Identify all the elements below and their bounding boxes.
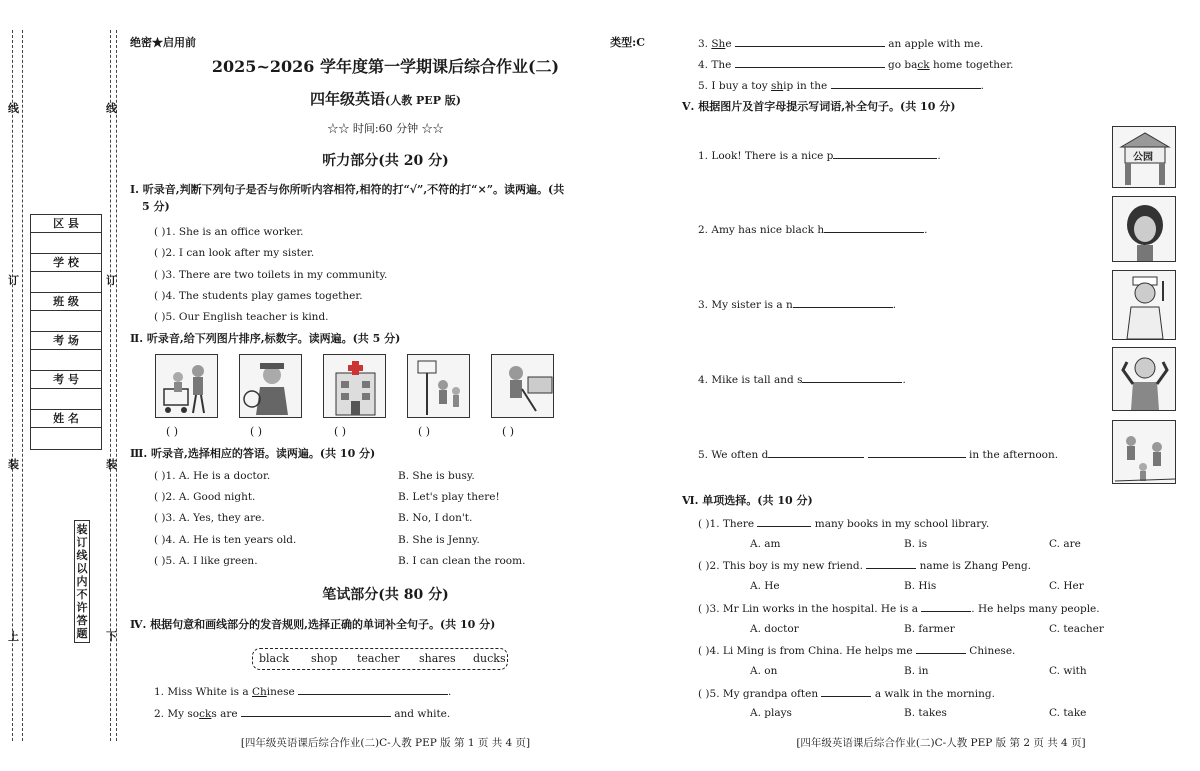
choice-option: C. Her bbox=[1049, 580, 1084, 592]
exam-title: 2025~2026 学年度第一学期课后综合作业(二) bbox=[211, 57, 560, 76]
response-question: ( )1. A. He is a doctor. bbox=[154, 470, 271, 482]
phonics-sentence bbox=[154, 706, 450, 721]
edge-char: 装 bbox=[106, 458, 117, 471]
phonics-sentence bbox=[698, 36, 983, 51]
word-bank-item: ducks bbox=[473, 652, 506, 665]
info-row-class bbox=[31, 293, 101, 332]
question-text: ( )1. There bbox=[698, 518, 755, 530]
question-text: . He helps many people. bbox=[971, 603, 1100, 615]
sentence-text: 5. We often d bbox=[698, 449, 769, 461]
choice-question bbox=[698, 601, 1100, 616]
response-question: ( )5. A. I like green. bbox=[154, 555, 258, 567]
choice-question bbox=[698, 643, 1015, 658]
name-field[interactable] bbox=[31, 428, 101, 448]
park-sign-text: 公园 bbox=[1133, 152, 1153, 163]
phonics-sentence bbox=[154, 684, 451, 699]
choice-option: C. with bbox=[1049, 665, 1087, 677]
choice-option: A. on bbox=[750, 665, 778, 677]
info-label: 考 场 bbox=[31, 332, 101, 350]
question-text: a walk in the morning. bbox=[874, 688, 995, 700]
playing-children-picture bbox=[1112, 420, 1176, 484]
picture-order-paren[interactable]: ( ) bbox=[166, 425, 179, 438]
info-label: 学 校 bbox=[31, 254, 101, 272]
answer-blank[interactable] bbox=[757, 516, 811, 527]
phonics-sentence bbox=[698, 78, 984, 93]
sentence-text: 2. Amy has nice black h bbox=[698, 224, 825, 236]
type-label: 类型:C bbox=[610, 36, 645, 49]
choice-question bbox=[698, 516, 989, 531]
listen-statement: ( )4. The students play games together. bbox=[154, 290, 363, 302]
word-bank-item: black bbox=[259, 652, 289, 665]
sentence-text: 3. My sister is a n bbox=[698, 299, 793, 311]
response-option-b: B. She is busy. bbox=[398, 470, 475, 482]
sentence-text: an apple with me. bbox=[888, 38, 984, 50]
answer-blank[interactable] bbox=[916, 643, 966, 654]
choice-option: A. am bbox=[750, 538, 781, 550]
sentence-text: 4. The bbox=[698, 59, 732, 71]
info-row-exam-number bbox=[31, 371, 101, 410]
binding-warning: 装订线以内不许答题 bbox=[74, 520, 90, 643]
answer-blank[interactable] bbox=[735, 36, 885, 47]
section-5-title: Ⅴ. 根据图片及首字母提示写词语,补全句子。(共 10 分) bbox=[682, 100, 956, 113]
district-field[interactable] bbox=[31, 233, 101, 253]
school-field[interactable] bbox=[31, 272, 101, 292]
question-text: ( )2. This boy is my new friend. bbox=[698, 560, 863, 572]
sentence-text: . bbox=[980, 80, 984, 92]
answer-blank[interactable] bbox=[768, 447, 864, 458]
sentence-text: 2. My so bbox=[154, 708, 200, 720]
answer-blank[interactable] bbox=[921, 601, 971, 612]
section-1-title-text: Ⅰ. 听录音,判断下列句子是否与你所听内容相符,相符的打“√”,不符的打“×”。读两遍。(共 bbox=[130, 183, 565, 196]
answer-blank[interactable] bbox=[802, 372, 902, 383]
park-picture bbox=[1112, 126, 1176, 188]
sentence-text: and white. bbox=[394, 708, 451, 720]
section-3-title: Ⅲ. 听录音,选择相应的答语。读两遍。(共 10 分) bbox=[130, 447, 376, 460]
picture-sentence bbox=[698, 148, 941, 163]
hair-picture bbox=[1112, 196, 1176, 262]
picture-sentence bbox=[698, 297, 896, 312]
sentence-text: 3. bbox=[698, 38, 712, 50]
listen-statement: ( )3. There are two toilets in my community. bbox=[154, 269, 388, 281]
question-text: name is Zhang Peng. bbox=[919, 560, 1032, 572]
underlined-sound: sh bbox=[771, 80, 784, 92]
police-officer-picture bbox=[239, 354, 302, 418]
listen-statement: ( )2. I can look after my sister. bbox=[154, 247, 315, 259]
sentence-text: in the afternoon. bbox=[969, 449, 1059, 461]
sentence-text: e bbox=[725, 38, 732, 50]
choice-option: B. takes bbox=[904, 707, 947, 719]
choice-option: C. are bbox=[1049, 538, 1081, 550]
shopping-cart-picture bbox=[155, 354, 218, 418]
binding-line bbox=[22, 30, 23, 741]
class-field[interactable] bbox=[31, 311, 101, 331]
info-row-school bbox=[31, 254, 101, 293]
question-text: Chinese. bbox=[969, 645, 1016, 657]
edition-label: (人教 PEP 版) bbox=[385, 94, 461, 107]
cleaning-room-picture bbox=[491, 354, 554, 418]
word-bank-item: shop bbox=[311, 652, 338, 665]
info-row-exam-room bbox=[31, 332, 101, 371]
secret-label: 绝密★启用前 bbox=[130, 36, 196, 49]
info-label: 区 县 bbox=[31, 215, 101, 233]
edge-char: 线 bbox=[106, 102, 117, 115]
underlined-sound: Sh bbox=[711, 38, 726, 50]
response-option-b: B. She is Jenny. bbox=[398, 534, 480, 546]
answer-blank[interactable] bbox=[866, 558, 916, 569]
sentence-text: home together. bbox=[929, 59, 1014, 71]
choice-option: C. take bbox=[1049, 707, 1087, 719]
answer-blank[interactable] bbox=[831, 78, 981, 89]
choice-option: A. He bbox=[750, 580, 780, 592]
question-text: ( )5. My grandpa often bbox=[698, 688, 819, 700]
edge-char: 下 bbox=[106, 630, 117, 643]
listen-statement: ( )1. She is an office worker. bbox=[154, 226, 304, 238]
answer-blank[interactable] bbox=[821, 686, 871, 697]
response-question: ( )4. A. He is ten years old. bbox=[154, 534, 297, 546]
sentence-text: . bbox=[892, 299, 897, 311]
subject-label: 四年级英语 bbox=[309, 90, 385, 108]
picture-order-paren[interactable]: ( ) bbox=[418, 425, 431, 438]
question-text: many books in my school library. bbox=[814, 518, 990, 530]
answer-blank[interactable] bbox=[833, 148, 937, 159]
picture-order-paren[interactable]: ( ) bbox=[334, 425, 347, 438]
choice-question bbox=[698, 558, 1031, 573]
answer-blank[interactable] bbox=[793, 297, 893, 308]
sentence-text: 5. I buy a toy bbox=[698, 80, 772, 92]
time-label: ☆☆ 时间:60 分钟 ☆☆ bbox=[327, 122, 444, 135]
sentence-text: inese bbox=[266, 686, 295, 698]
page-2-footer: [四年级英语课后综合作业(二)C-人教 PEP 版 第 2 页 共 4 页] bbox=[796, 737, 1086, 749]
sentence-text: 4. Mike is tall and s bbox=[698, 374, 803, 386]
edge-char: 线 bbox=[8, 102, 19, 115]
sentence-text: s are bbox=[211, 708, 238, 720]
choice-option: B. His bbox=[904, 580, 937, 592]
response-option-b: B. Let's play there! bbox=[398, 491, 500, 503]
page-1 bbox=[118, 0, 653, 771]
page-2 bbox=[682, 0, 1200, 771]
response-option-b: B. I can clean the room. bbox=[398, 555, 526, 567]
word-bank-item: teacher bbox=[357, 652, 400, 665]
listen-statement: ( )5. Our English teacher is kind. bbox=[154, 311, 329, 323]
section-4-title: Ⅳ. 根据句意和画线部分的发音规则,选择正确的单词补全句子。(共 10 分) bbox=[130, 618, 496, 631]
info-row-name bbox=[31, 410, 101, 449]
phonics-sentence bbox=[698, 57, 1013, 72]
exam-room-field[interactable] bbox=[31, 350, 101, 370]
strong-boy-picture bbox=[1112, 347, 1176, 411]
section-6-title: Ⅵ. 单项选择。(共 10 分) bbox=[682, 494, 813, 507]
page-1-footer: [四年级英语课后综合作业(二)C-人教 PEP 版 第 1 页 共 4 页] bbox=[240, 737, 531, 749]
nurse-picture bbox=[1112, 270, 1176, 340]
section-1-title bbox=[130, 181, 650, 215]
info-label: 考 号 bbox=[31, 371, 101, 389]
picture-sentence bbox=[698, 372, 906, 387]
student-info-table bbox=[30, 214, 102, 450]
response-question: ( )2. A. Good night. bbox=[154, 491, 256, 503]
sentence-text: 1. Miss White is a bbox=[154, 686, 252, 698]
info-label: 班 级 bbox=[31, 293, 101, 311]
section-2-title: Ⅱ. 听录音,给下列图片排序,标数字。读两遍。(共 5 分) bbox=[130, 332, 401, 345]
sentence-text: . bbox=[937, 150, 941, 162]
sentence-text: go ba bbox=[888, 59, 918, 71]
response-option-b: B. No, I don't. bbox=[398, 512, 473, 524]
question-text: ( )3. Mr Lin works in the hospital. He is a bbox=[698, 603, 918, 615]
choice-option: B. farmer bbox=[904, 623, 955, 635]
answer-blank[interactable] bbox=[735, 57, 885, 68]
picture-order-paren[interactable]: ( ) bbox=[250, 425, 263, 438]
hospital-picture bbox=[323, 354, 386, 418]
underlined-sound: ck bbox=[917, 59, 930, 71]
edge-char: 订 bbox=[8, 274, 19, 287]
choice-option: C. teacher bbox=[1049, 623, 1104, 635]
choice-option: B. is bbox=[904, 538, 928, 550]
sentence-text: ip in the bbox=[783, 80, 828, 92]
info-label: 姓 名 bbox=[31, 410, 101, 428]
sentence-text: . bbox=[924, 224, 928, 236]
question-text: ( )4. Li Ming is from China. He helps me bbox=[698, 645, 913, 657]
answer-blank[interactable] bbox=[241, 706, 391, 717]
answer-blank[interactable] bbox=[824, 222, 924, 233]
word-bank bbox=[252, 648, 508, 670]
binding-strip bbox=[0, 0, 118, 771]
picture-order-paren[interactable]: ( ) bbox=[502, 425, 515, 438]
exam-subtitle bbox=[118, 88, 653, 109]
basketball-family-picture bbox=[407, 354, 470, 418]
writing-part-title: 笔试部分(共 80 分) bbox=[322, 587, 449, 603]
word-bank-item: shares bbox=[419, 652, 456, 665]
listening-part-title: 听力部分(共 20 分) bbox=[322, 153, 449, 169]
answer-blank[interactable] bbox=[868, 447, 966, 458]
exam-number-field[interactable] bbox=[31, 389, 101, 409]
sentence-text: . bbox=[448, 686, 452, 698]
sentence-text: 1. Look! There is a nice p bbox=[698, 150, 834, 162]
picture-sentence bbox=[698, 447, 1058, 462]
section-1-title-cont: 5 分) bbox=[142, 200, 170, 213]
sentence-text: . bbox=[902, 374, 906, 386]
choice-option: B. in bbox=[904, 665, 929, 677]
underlined-sound: ck bbox=[199, 708, 212, 720]
edge-char: 装 bbox=[8, 458, 19, 471]
response-question: ( )3. A. Yes, they are. bbox=[154, 512, 265, 524]
choice-question bbox=[698, 686, 995, 701]
choice-option: A. plays bbox=[750, 707, 792, 719]
edge-char: 订 bbox=[106, 274, 117, 287]
answer-blank[interactable] bbox=[298, 684, 448, 695]
choice-option: A. doctor bbox=[750, 623, 799, 635]
picture-sentence bbox=[698, 222, 928, 237]
info-row-district bbox=[31, 215, 101, 254]
underlined-sound: Ch bbox=[251, 686, 267, 698]
edge-char: 上 bbox=[8, 630, 19, 643]
